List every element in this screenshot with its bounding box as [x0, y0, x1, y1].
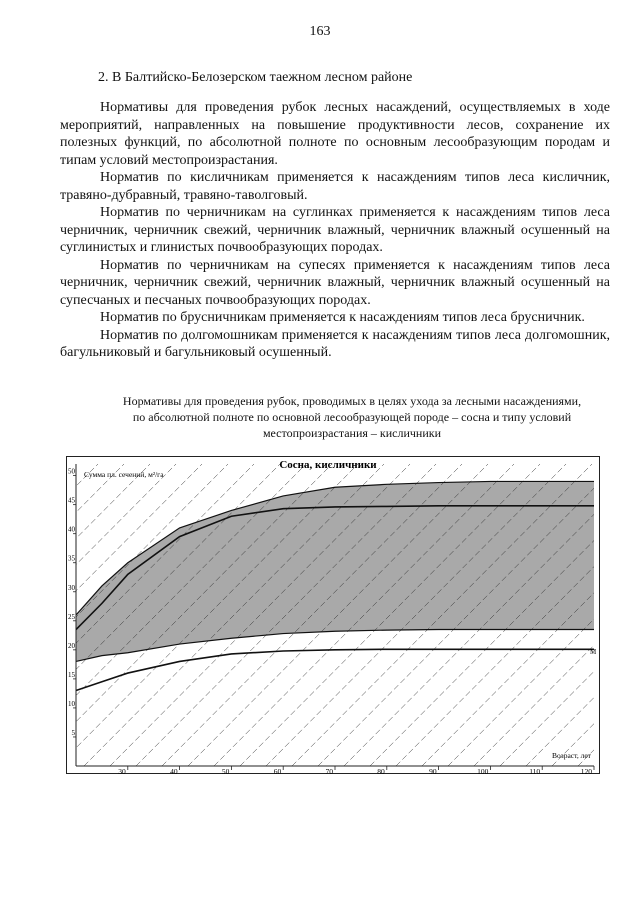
chart-svg [66, 456, 600, 774]
paragraph: Норматив по черничникам на суглинках применяется к насаждениям типов леса черничник, черничник свежий, черничник влажный, черничник влажный осушенный на суглинистых и глинистых почвообразующих породах. [60, 205, 610, 255]
x-axis-label: Возраст, лет [552, 751, 591, 760]
x-tick-label: 40 [170, 767, 178, 774]
paragraph: Норматив по брусничникам применяется к насаждениям типов леса брусничник. [100, 310, 585, 325]
x-tick-label: 50 [221, 767, 230, 774]
y-axis-label: Сумма пл. сечений, м²/га [84, 470, 164, 479]
y-tick-label: 20 [68, 641, 75, 650]
y-tick-label: 25 [68, 612, 75, 621]
y-tick-label: 5 [71, 728, 75, 737]
y-tick-label: 30 [68, 583, 75, 592]
y-tick-label: 15 [68, 670, 75, 679]
chart-title: Сосна, кисличники [279, 459, 377, 471]
x-tick-label: 30 [118, 767, 126, 774]
x-tick-label: 60 [273, 767, 282, 774]
paragraph: Норматив по черничникам на супесях применяется к насаждениям типов леса черничник, черничник свежий, черничник влажный, черничник влажный осушенный на супесчаных и песчаных почвообразующих породах. [60, 257, 610, 308]
y-tick-label: 35 [68, 554, 75, 563]
x-tick-label: 110 [529, 767, 541, 774]
x-tick-label: 120 [580, 767, 592, 774]
caption-line: по абсолютной полноте по основной лесообразующей породе – сосна и типу условий [132, 410, 572, 424]
figure-caption [92, 393, 612, 441]
chart [66, 456, 600, 774]
paragraph: Норматив по долгомошникам применяется к насаждениям типов леса долгомошник, багульниковый и багульниковый осушенный. [60, 327, 610, 360]
y-tick-label: 10 [68, 699, 75, 708]
caption-line: местопроизрастания – кисличники [262, 426, 442, 440]
x-tick-label: 70 [325, 767, 333, 774]
marker-label: М [590, 648, 597, 656]
page-number: 163 [309, 24, 331, 39]
y-tick-label: 50 [68, 467, 75, 476]
x-tick-label: 80 [377, 767, 385, 774]
x-tick-label: 100 [477, 767, 489, 774]
x-tick-label: 90 [429, 767, 437, 774]
caption-line: Нормативы для проведения рубок, проводимых в целях ухода за лесными насаждениями, [122, 394, 582, 408]
section-heading: 2. В Балтийско-Белозерском таежном лесном районе [98, 70, 413, 85]
y-tick-label: 45 [68, 496, 75, 505]
paragraph: Норматив по кисличникам применяется к насаждениям типов леса кисличник, травяно-дубравный, травяно-таволговый. [60, 170, 610, 203]
y-tick-label: 40 [68, 525, 75, 534]
paragraph: Нормативы для проведения рубок лесных насаждений, осуществляемых в ходе мероприятий, направленных на повышение продуктивности лесов, сохранение их полезных функций, по абсолютной полноте по основным лесообразующим породам и типам условий местопроизрастания. [60, 100, 610, 168]
body-text [60, 99, 610, 362]
